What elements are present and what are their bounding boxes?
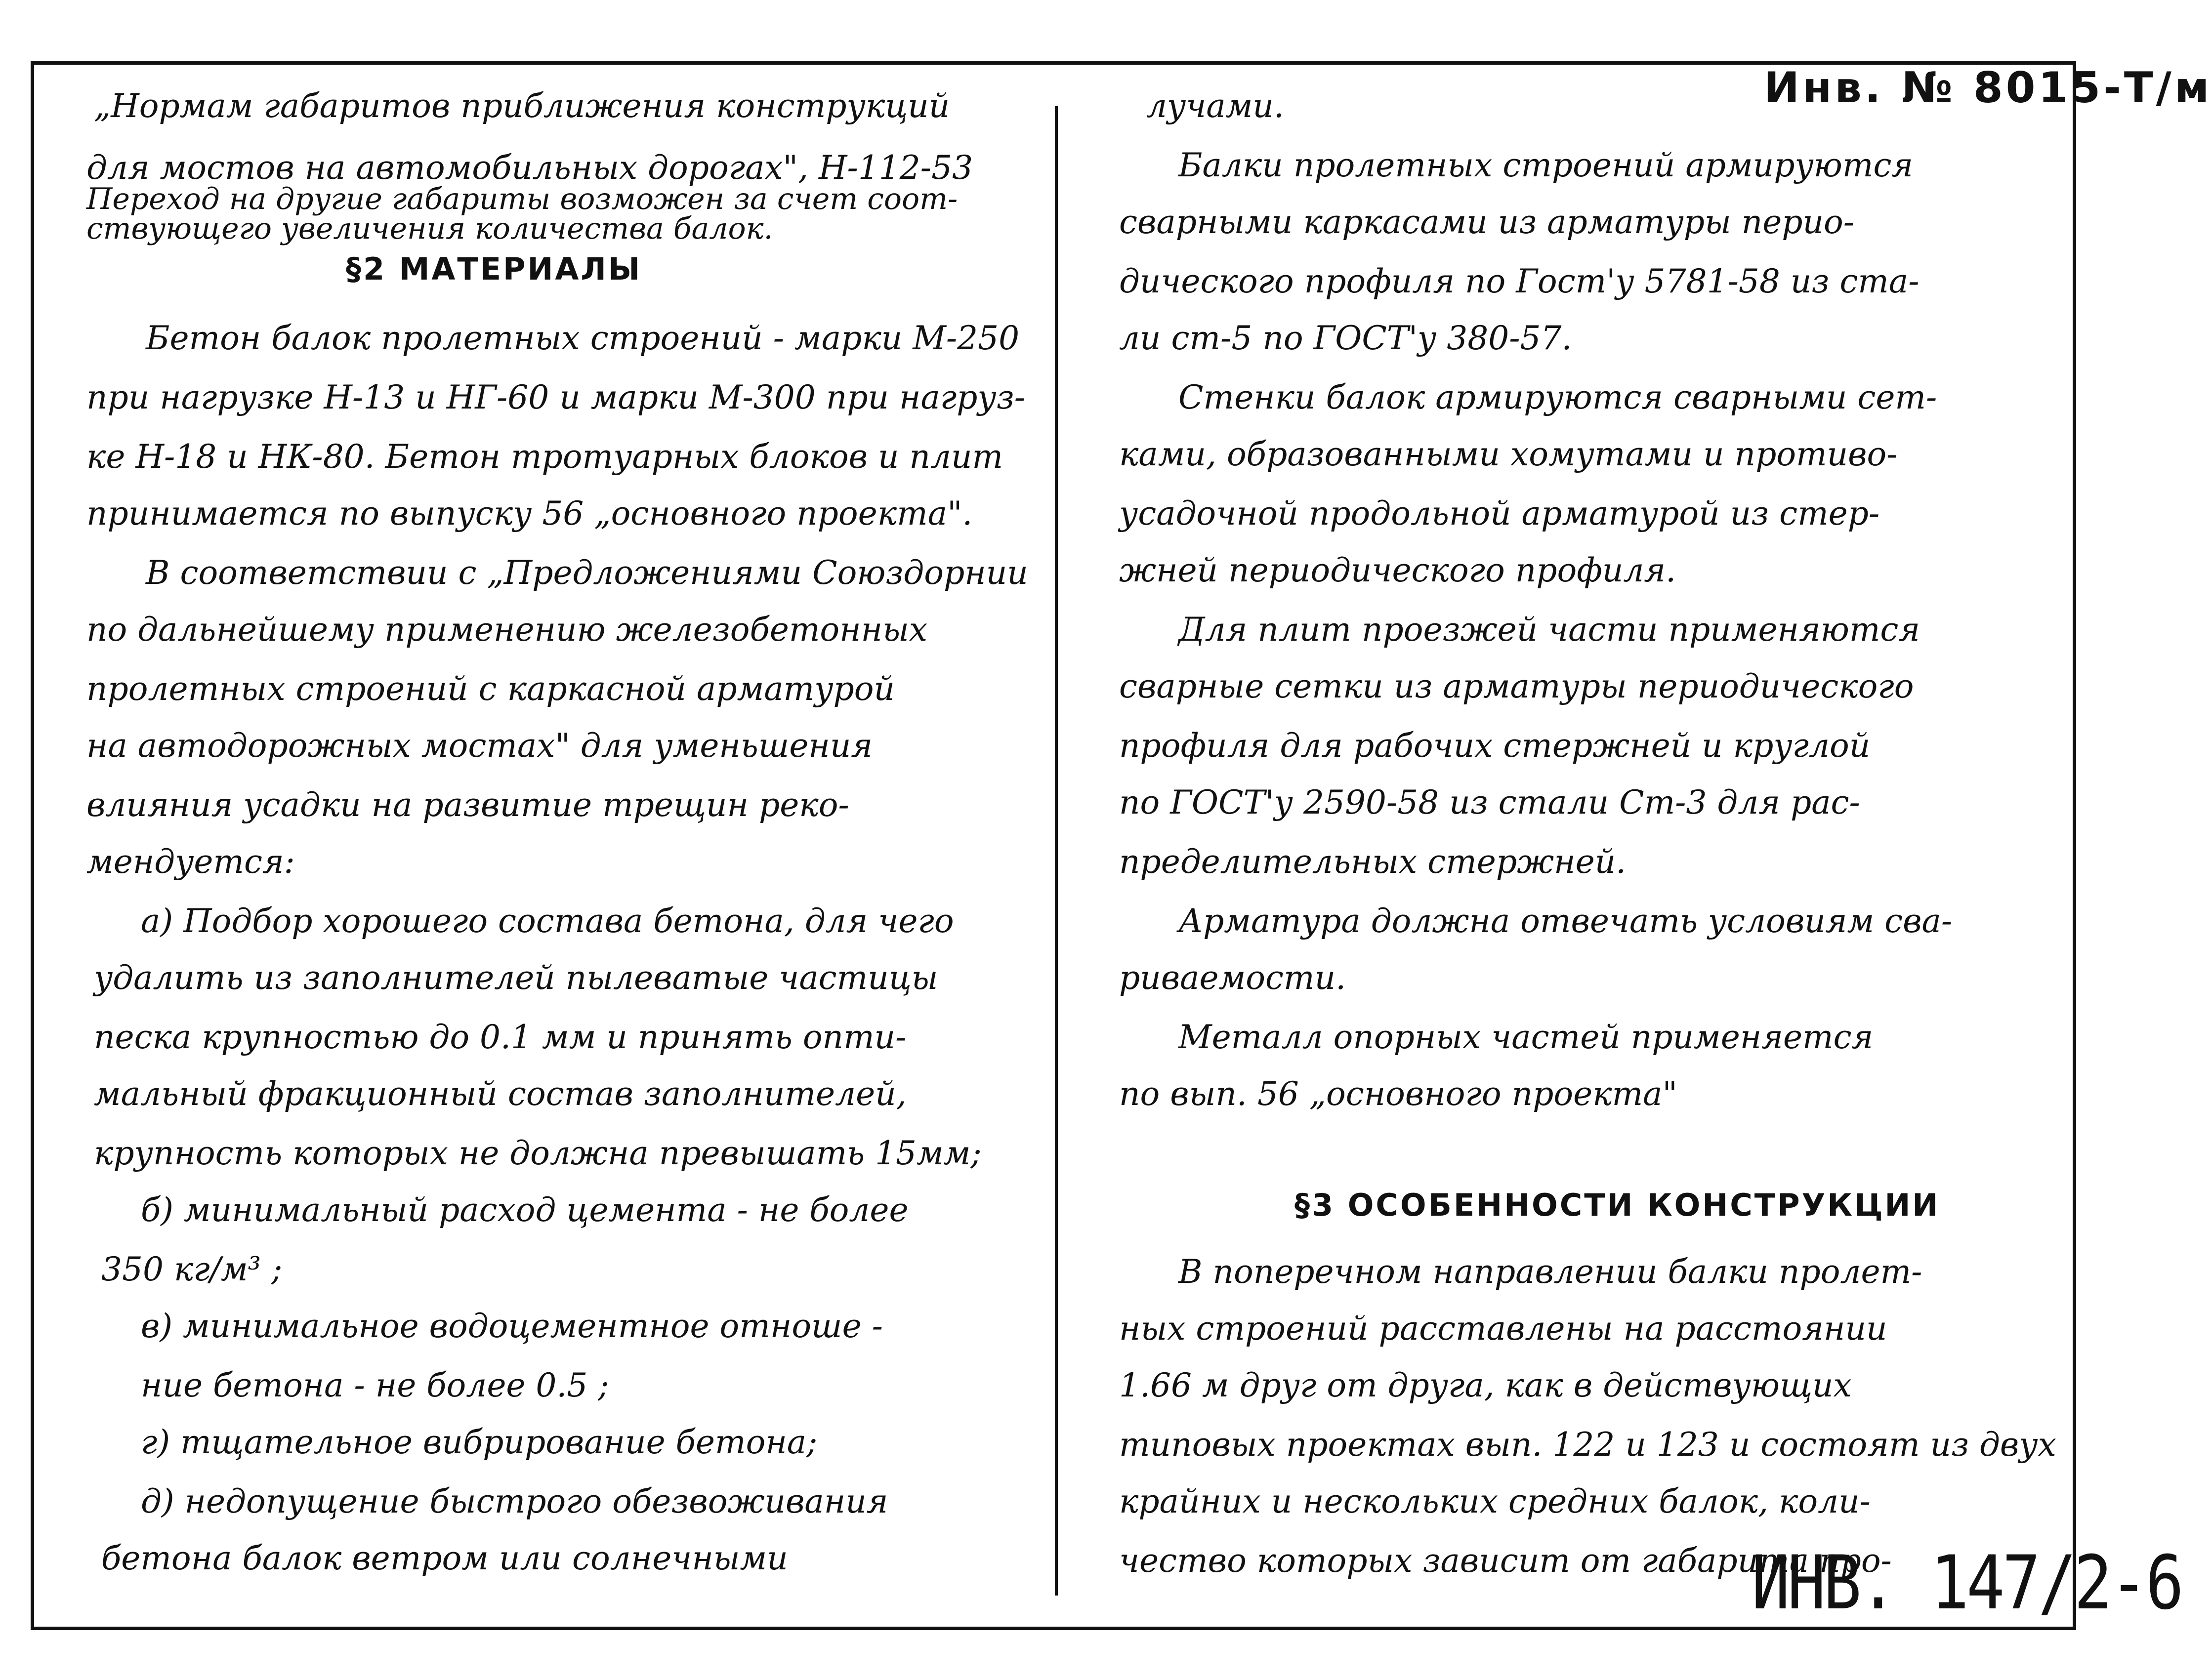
text-line: Для плит проезжей части применяются — [1178, 611, 1920, 649]
text-line: по дальнейшему применению железобетонных — [86, 611, 928, 649]
text-line: жней периодического профиля. — [1119, 551, 1676, 589]
text-line: ных строений расставлены на расстоянии — [1119, 1310, 1887, 1348]
text-line: Стенки балок армируются сварными сет- — [1178, 378, 1937, 416]
text-line: типовых проектах вып. 122 и 123 и состоят из двух — [1119, 1426, 2056, 1464]
text-line: ствующего увеличения количества балок. — [86, 211, 773, 246]
text-line: по вып. 56 „основного проекта" — [1119, 1075, 1677, 1113]
text-line: пролетных строений с каркасной арматурой — [86, 670, 895, 708]
text-line: „Нормам габаритов приближения конструкций — [94, 87, 950, 125]
text-line: на автодорожных мостах" для уменьшения — [86, 727, 873, 765]
text-line: для мостов на автомобильных дорогах", Н-112-53 — [86, 149, 973, 187]
column-divider — [1055, 106, 1058, 1596]
text-line: лучами. — [1146, 87, 1284, 125]
text-line: песка крупностью до 0.1 мм и принять опти- — [94, 1018, 907, 1056]
text-line: ками, образованными хомутами и противо- — [1119, 435, 1898, 473]
text-line: 350 кг/м³ ; — [101, 1250, 283, 1288]
text-line: сварными каркасами из арматуры перио- — [1119, 203, 1855, 241]
text-line: а) Подбор хорошего состава бетона, для чего — [141, 902, 954, 940]
section-heading-materials: §2 МАТЕРИАЛЫ — [346, 251, 642, 287]
section-heading-construction: §3 ОСОБЕННОСТИ КОНСТРУКЦИИ — [1294, 1187, 1940, 1223]
text-line: В соответствии с „Предложениями Союздорнии — [146, 554, 1028, 592]
text-line: В поперечном направлении балки пролет- — [1178, 1253, 1922, 1291]
text-line: сварные сетки из арматуры периодического — [1119, 667, 1914, 705]
text-line: г) тщательное вибрирование бетона; — [141, 1423, 818, 1461]
text-line: по ГОСТ'у 2590-58 из стали Ст-3 для рас- — [1119, 783, 1860, 821]
text-line: Бетон балок пролетных строений - марки М-250 — [146, 319, 1020, 357]
text-line: Балки пролетных строений армируются — [1178, 146, 1914, 184]
text-line: бетона балок ветром или солнечными — [101, 1539, 788, 1577]
text-line: дического профиля по Гост'у 5781-58 из ста- — [1119, 262, 1920, 300]
text-line: усадочной продольной арматурой из стер- — [1119, 494, 1880, 533]
text-line: б) минимальный расход цемента - не более — [141, 1191, 909, 1229]
text-line: чество которых зависит от габарита про- — [1119, 1542, 1892, 1580]
text-line: риваемости. — [1119, 959, 1346, 997]
text-line: в) минимальное водоцементное отноше - — [141, 1307, 883, 1345]
text-line: Переход на другие габариты возможен за счет соот- — [86, 182, 958, 216]
text-line: удалить из заполнителей пылеватые частицы — [94, 959, 938, 997]
text-line: крупность которых не должна превышать 15мм; — [94, 1134, 982, 1172]
text-line: пределительных стержней. — [1119, 843, 1627, 881]
text-line: 1.66 м друг от друга, как в действующих — [1119, 1366, 1852, 1404]
text-line: при нагрузке Н-13 и НГ-60 и марки М-300 при нагруз- — [86, 378, 1026, 416]
text-line: профиля для рабочих стержней и круглой — [1119, 727, 1871, 765]
text-line: крайних и нескольких средних балок, коли- — [1119, 1482, 1871, 1520]
inventory-stamp-bottom: ИНВ. 147/2-6 — [1752, 1540, 2182, 1626]
text-line: принимается по выпуску 56 „основного проекта". — [86, 494, 973, 533]
inventory-stamp-top: Инв. № 8015-Т/м — [1764, 63, 2212, 113]
text-line: мальный фракционный состав заполнителей, — [94, 1075, 907, 1113]
text-line: Арматура должна отвечать условиям сва- — [1178, 902, 1953, 940]
text-line: ке Н-18 и НК-80. Бетон тротуарных блоков и плит — [86, 438, 1003, 476]
text-line: влияния усадки на развитие трещин реко- — [86, 786, 849, 824]
text-line: ли ст-5 по ГОСТ'у 380-57. — [1119, 319, 1572, 357]
text-line: ние бетона - не более 0.5 ; — [141, 1366, 609, 1404]
text-line: мендуется: — [86, 843, 295, 881]
text-line: Металл опорных частей применяется — [1178, 1018, 1874, 1056]
text-line: д) недопущение быстрого обезвоживания — [141, 1482, 888, 1520]
